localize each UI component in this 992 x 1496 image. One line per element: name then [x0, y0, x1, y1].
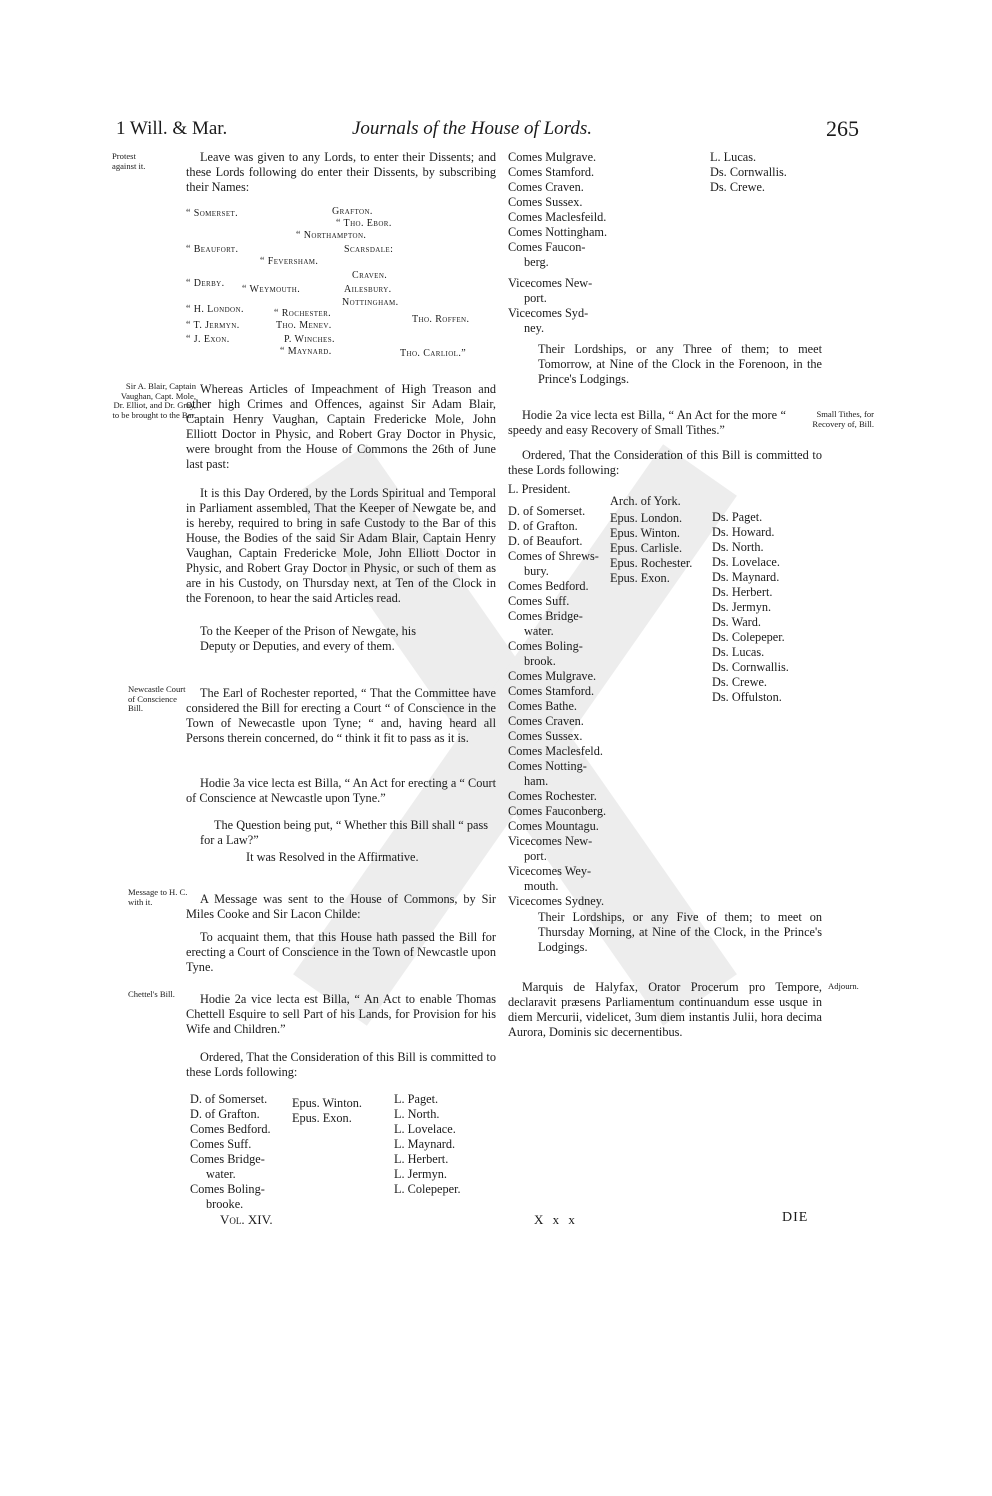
margin-note-newcastle: Newcastle Court of Conscience Bill. — [128, 684, 186, 713]
running-head-reign: 1 Will. & Mar. — [116, 118, 228, 139]
sig-craven: Craven. — [352, 270, 388, 281]
lord-entry: Comes Boling- — [508, 639, 583, 653]
lord-entry: Comes Craven. — [508, 180, 584, 194]
meet1-paragraph: Their Lordships, or any Three of them; to meet Tomorrow, at Nine of the Clock in the Forenoon, in the Prince's Lodgings. — [538, 342, 822, 386]
lord-entry: Comes Sussex. — [508, 195, 583, 209]
sig-ailesbury: Ailesbury. — [344, 284, 392, 295]
ordered-newgate-paragraph: It is this Day Ordered, by the Lords Spiritual and Temporal in Parliament assembled, That the Keeper of Newgate be, and is hereby, required to bring in safe Custody to the Bar of this House, the Bodies of the said Sir Adam Blair, Captain Henry Vaughan, Captain Fredericke Mole, John Elliott Doctor in Physic, and Robert Gray Doctor in Physic, or such of them as are in his Custody, on Thursday next, at Ten of the Clock in the Forenoon, to hear the said Articles read. — [186, 486, 496, 605]
lord-entry: Epus. Rochester. — [610, 556, 693, 570]
lord-entry: Comes Stamford. — [508, 165, 595, 179]
lord-entry: ney. — [524, 321, 545, 335]
lord-entry: Comes Craven. — [508, 714, 584, 728]
lord-entry: Epus. Winton. — [610, 526, 680, 540]
margin-note-blair: Sir A. Blair, Captain Vaughan, Capt. Mole, Dr. Elliot, and Dr. Gray, to be brought to the Bar. — [112, 381, 196, 420]
lord-entry: Comes Notting- — [508, 759, 587, 773]
sig-menev: Tho. Menev. — [276, 320, 332, 331]
lord-entry: Epus. London. — [610, 511, 683, 525]
lord-entry: water. — [206, 1167, 236, 1181]
sig-northampton: “ Northampton. — [296, 230, 367, 241]
tithes-lords-col3 — [712, 510, 822, 705]
volume-label: Vol. XIV. — [220, 1212, 273, 1227]
lord-entry: Comes Bridge- — [190, 1152, 265, 1166]
lord-entry: Comes Suff. — [508, 594, 570, 608]
lord-entry: bury. — [524, 564, 549, 578]
sig-rochester: “ Rochester. — [274, 308, 332, 319]
lord-entry: Epus. Carlisle. — [610, 541, 683, 555]
lord-entry: Ds. Lucas. — [712, 645, 765, 659]
sig-grafton: Grafton. — [332, 206, 373, 217]
lord-entry: D. of Beaufort. — [508, 534, 583, 548]
margin-note-adjourn: Adjourn. — [828, 981, 859, 991]
lord-entry: Comes Faucon- — [508, 240, 586, 254]
lord-entry: L. Herbert. — [394, 1152, 449, 1166]
rochester-report-paragraph: The Earl of Rochester reported, “ That the Committee have considered the Bill for erecting a Court “ of Conscience in the Town of Newecastle upon Tyne; “ and, having heard all Persons therein concerned, do “ think it fit to pass as it is. — [186, 686, 496, 745]
to-keeper-paragraph: To the Keeper of the Prison of Newgate, his Deputy or Deputies, and every of them. — [200, 624, 416, 653]
chettel-lords-col2 — [292, 1096, 384, 1126]
running-head-title: Journals of the House of Lords. — [352, 118, 592, 139]
lord-entry: Comes Rochester. — [508, 789, 597, 803]
lord-entry: L. Paget. — [394, 1092, 439, 1106]
lord-entry: Ds. Ward. — [712, 615, 761, 629]
lord-entry: Ds. North. — [712, 540, 764, 554]
lord-entry: Ds. Lovelace. — [712, 555, 780, 569]
dissent-signatures — [186, 206, 496, 359]
chettel-lords-col3 — [394, 1092, 494, 1197]
margin-note-chettel: Chettel's Bill. — [128, 989, 175, 999]
lord-entry: Comes Bathe. — [508, 699, 577, 713]
lord-entry: brook. — [524, 654, 556, 668]
sig-maynard: “ Maynard. — [280, 346, 332, 357]
lord-entry: Epus. Exon. — [292, 1111, 352, 1125]
lord-entry: Vicecomes Syd- — [508, 306, 589, 320]
sig-jermyn: “ T. Jermyn. — [186, 320, 240, 331]
acquaint-paragraph: To acquaint them, that this House hath passed the Bill for erecting a Court of Conscience in the Town of Newcastle upon Tyne. — [186, 930, 496, 974]
lord-entry: Comes Maclesfeild. — [508, 210, 607, 224]
lord-entry: L. Jermyn. — [394, 1167, 447, 1181]
lord-entry: Ds. Colepeper. — [712, 630, 785, 644]
lord-entry: brooke. — [206, 1197, 244, 1211]
lord-entry: water. — [524, 624, 554, 638]
impeachment-paragraph: Whereas Articles of Impeachment of High Treason and other high Crimes and Offences, against Sir Adam Blair, Captain Henry Vaughan, Captain Fredericke Mole, John Elliott Doctor in Physic, and Robert Gray Doctor in Physic, were brought from the House of Commons the 26th of June last past: — [186, 382, 496, 471]
lord-entry: port. — [524, 849, 547, 863]
lord-entry: Ds. Cornwallis. — [710, 165, 787, 179]
tithes-ordered-paragraph: Ordered, That the Consideration of this Bill is committed to these Lords following: — [508, 448, 822, 477]
lord-entry: Comes Sussex. — [508, 729, 583, 743]
lord-entry: Comes Fauconberg. — [508, 804, 607, 818]
sig-exon: “ J. Exon. — [186, 334, 230, 345]
lord-entry: Ds. Crewe. — [712, 675, 767, 689]
lord-entry: port. — [524, 291, 547, 305]
margin-note-protest: Protest against it. — [112, 151, 146, 171]
lord-entry: Comes Bedford. — [190, 1122, 271, 1136]
lord-entry: Vicecomes Sydney. — [508, 894, 605, 908]
sig-winches: P. Winches. — [284, 334, 335, 345]
meet2-paragraph: Their Lordships, or any Five of them; to meet on Thursday Morning, at Nine of the Clock, in the Prince's Lodgings. — [538, 910, 822, 954]
lord-entry: Comes Bedford. — [508, 579, 589, 593]
lord-entry: Vicecomes New- — [508, 834, 593, 848]
question-paragraph: The Question being put, “ Whether this Bill shall “ pass for a Law?” — [200, 818, 489, 847]
margin-note-tithes: Small Tithes, for Recovery of, Bill. — [812, 409, 874, 429]
lord-entry: Comes Mountagu. — [508, 819, 599, 833]
tithes-reading-paragraph: Hodie 2a vice lecta est Billa, “ An Act for the more “ speedy and easy Recovery of Small Tithes.” — [508, 408, 786, 437]
lord-entry: Comes Boling- — [190, 1182, 265, 1196]
lord-entry: Comes of Shrews- — [508, 549, 599, 563]
margin-note-message: Message to H. C. with it. — [128, 887, 188, 907]
lord-entry: Comes Suff. — [190, 1137, 252, 1151]
sig-roffen: Tho. Roffen. — [412, 314, 470, 325]
message-paragraph: A Message was sent to the House of Commons, by Sir Miles Cooke and Sir Lacon Childe: — [186, 892, 496, 921]
protest-cont-col2 — [710, 150, 830, 195]
lord-entry: L. Lucas. — [710, 150, 757, 164]
protest-paragraph: Leave was given to any Lords, to enter their Dissents; and these Lords following do enter their Dissents, by subscribing their Names: — [186, 150, 496, 194]
lord-entry: D. of Somerset. — [190, 1092, 268, 1106]
lord-president-line: L. President. — [508, 482, 571, 496]
lord-entry: mouth. — [524, 879, 559, 893]
lord-entry: Arch. of York. — [610, 494, 681, 508]
lord-entry: Comes Nottingham. — [508, 225, 608, 239]
lord-entry: L. Colepeper. — [394, 1182, 461, 1196]
resolved-line: It was Resolved in the Affirmative. — [246, 850, 419, 864]
lord-entry: L. North. — [394, 1107, 440, 1121]
lord-entry: Comes Stamford. — [508, 684, 595, 698]
page-number: 265 — [826, 116, 859, 141]
lord-entry: Comes Maclesfeld. — [508, 744, 603, 758]
sig-somerset: “ Somerset. — [186, 208, 239, 219]
lord-entry: Comes Mulgrave. — [508, 150, 597, 164]
lord-entry: berg. — [524, 255, 549, 269]
lord-entry: Ds. Jermyn. — [712, 600, 772, 614]
lord-entry: Vicecomes Wey- — [508, 864, 592, 878]
lord-entry: Epus. Winton. — [292, 1096, 362, 1110]
lord-entry: Ds. Paget. — [712, 510, 763, 524]
chettel-ordered-paragraph: Ordered, That the Consideration of this Bill is committed to these Lords following: — [186, 1050, 496, 1079]
lord-entry: Ds. Howard. — [712, 525, 775, 539]
chettel-reading-paragraph: Hodie 2a vice lecta est Billa, “ An Act to enable Thomas Chettell Esquire to sell Part of his Lands, for Provision for his Wife and Children.” — [186, 992, 496, 1036]
lord-entry: Ds. Herbert. — [712, 585, 773, 599]
lord-entry: D. of Grafton. — [190, 1107, 260, 1121]
third-reading-paragraph: Hodie 3a vice lecta est Billa, “ An Act for erecting a “ Court of Conscience at Newcastle upon Tyne.” — [186, 776, 496, 805]
lord-entry: Vicecomes New- — [508, 276, 593, 290]
sig-beaufort: “ Beaufort. — [186, 244, 239, 255]
protest-cont-col1 — [508, 150, 636, 336]
chettel-lords-col1 — [190, 1092, 286, 1212]
lord-entry: L. Maynard. — [394, 1137, 456, 1151]
lord-entry: Ds. Maynard. — [712, 570, 780, 584]
tithes-lords-col1 — [508, 504, 616, 909]
signature-mark: X x x — [534, 1212, 578, 1227]
sig-nottingham: Nottingham. — [342, 297, 399, 308]
lord-entry: Comes Mulgrave. — [508, 669, 597, 683]
sig-carliol: Tho. Carliol.” — [400, 348, 467, 359]
lord-entry: D. of Grafton. — [508, 519, 578, 533]
sig-ebor: “ Tho. Ebor. — [336, 218, 392, 229]
lord-entry: Ds. Cornwallis. — [712, 660, 789, 674]
sig-feversham: “ Feversham. — [260, 256, 319, 267]
sig-weymouth: “ Weymouth. — [242, 284, 301, 295]
catchword: DIE — [782, 1210, 809, 1225]
lord-entry: Ds. Offulston. — [712, 690, 782, 704]
lord-entry: ham. — [524, 774, 549, 788]
lord-entry: Epus. Exon. — [610, 571, 670, 585]
lord-entry: L. Lovelace. — [394, 1122, 456, 1136]
lord-entry: D. of Somerset. — [508, 504, 586, 518]
lord-entry: Ds. Crewe. — [710, 180, 765, 194]
adjourn-paragraph: Marquis de Halyfax, Orator Procerum pro Tempore, declaravit præsens Parliamentum continuandum esse usque in diem Mercurii, videlicet, 3um diem instantis Julii, hora decima Aurora, Dominis sic decernentibus. — [508, 980, 822, 1039]
sig-scarsdale: Scarsdale: — [344, 244, 394, 255]
tithes-lords-col2 — [610, 494, 710, 586]
sig-london: “ H. London. — [186, 304, 244, 315]
sig-derby: “ Derby. — [186, 278, 225, 289]
lord-entry: Comes Bridge- — [508, 609, 583, 623]
